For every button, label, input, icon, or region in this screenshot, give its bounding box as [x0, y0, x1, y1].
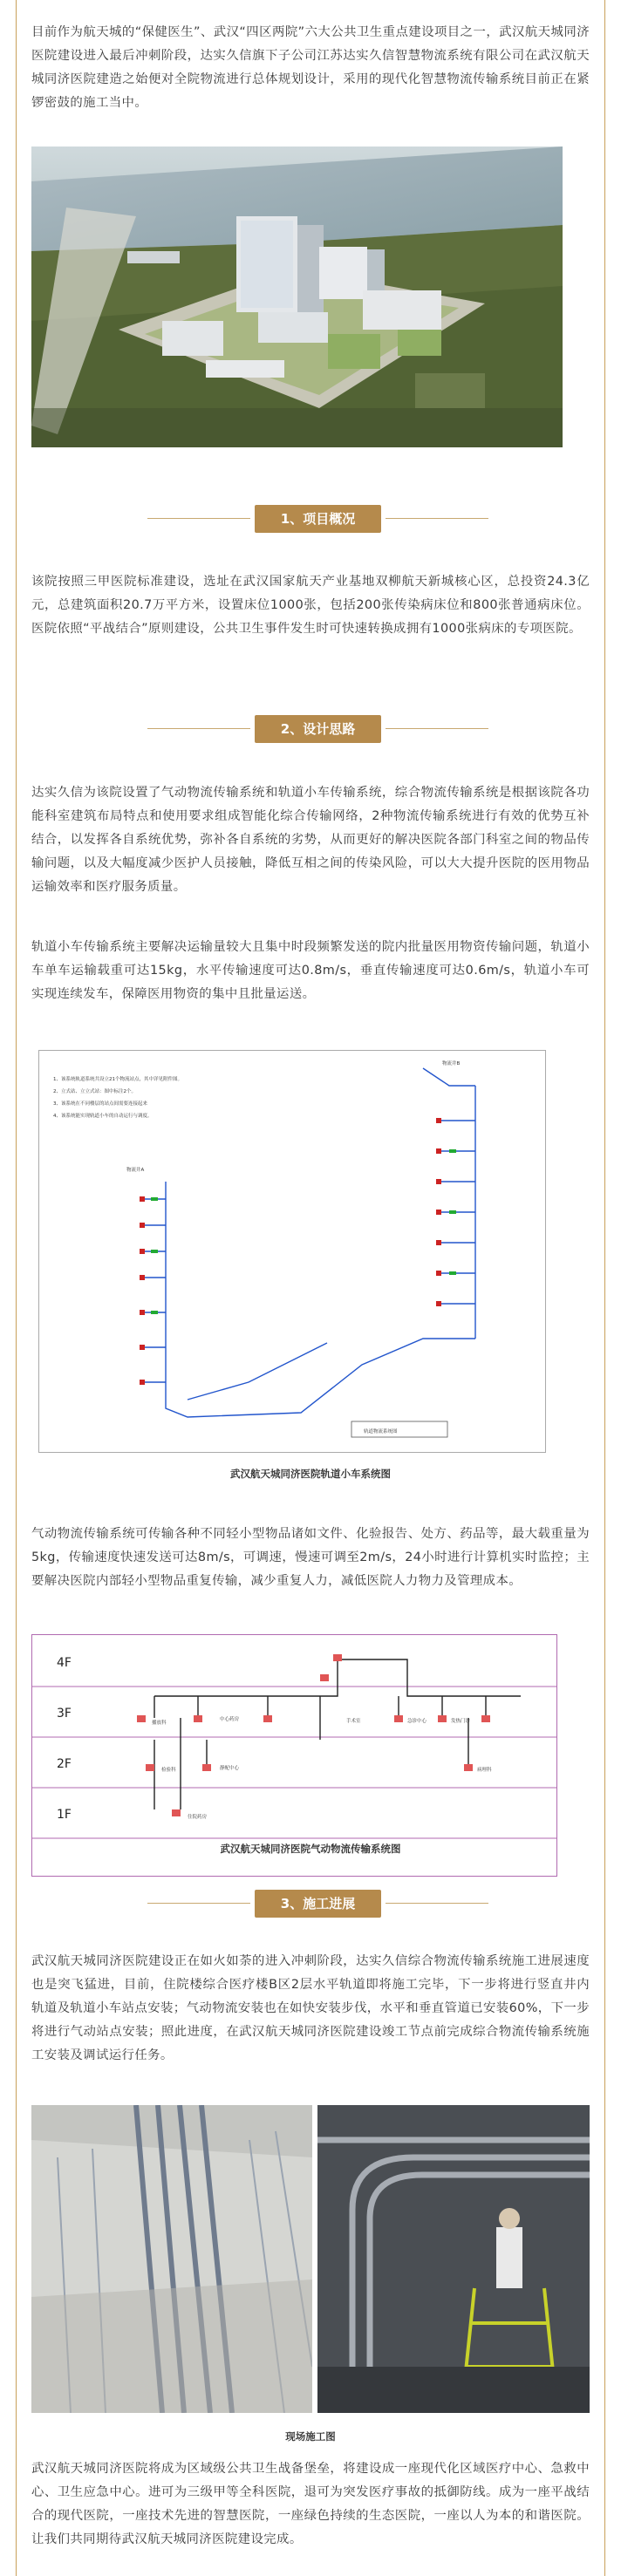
section-2-paragraph-2: 轨道小车传输系统主要解决运输量较大且集中时段频繁发送的院内批量医用物资传输问题，轨道小车单车运输载重可达15kg，水平传输速度可达0.8m/s，垂直传输速度可达0.6m/s，轨道小车可实现连续发车，保障医用物资的集中且批量运送。 [31, 940, 590, 1001]
left-border [16, 0, 17, 2576]
section-1-paragraph: 该院按照三甲医院标准建设，选址在武汉国家航天产业基地双柳航天新城核心区，总投资24.3亿元，总建筑面积20.7万平方米，设置床位1000张，包括200张传染病床位和800张普通病床位。医院依照“平战结合”原则建设，公共卫生事件发生时可快速转换成拥有1000张病床的专项医院。 [31, 575, 590, 636]
section-3-paragraph-1: 武汉航天城同济医院建设正在如火如荼的进入冲刺阶段，达实久信综合物流传输系统施工进展速度也是突飞猛进，目前，住院楼综合医疗楼B区2层水平轨道即将施工完毕，下一步将进行竖直井内轨道及轨道小车站点安装；气动物流安装也在如快安装步伐，水平和垂直管道已安装60%，下一步将进行气动站点安装；照此进度，在武汉航天城同济医院建设竣工节点前完成综合物流传输系统施工安装及调试运行任务。 [31, 1954, 590, 2062]
section-3-banner: 3、施工进展 [255, 1890, 381, 1918]
right-border [604, 0, 605, 2576]
hospital-aerial-image [31, 147, 563, 447]
floor-1f: 1F [57, 1808, 72, 1822]
pneumatic-system-diagram [31, 1634, 557, 1877]
station-inpatient-pharmacy: 住院药房 [188, 1815, 208, 1820]
floor-2f: 2F [57, 1757, 72, 1771]
rail-note-4: 4、该系统能实现轨道小车的自动运行与调度。 [53, 1114, 153, 1119]
station-iv-center: 静配中心 [220, 1766, 240, 1771]
section-2-paragraph-1: 达实久信为该院设置了气动物流传输系统和轨道小车传输系统，综合物流传输系统是根据该院各功能科室建筑布局特点和使用要求组成智能化综合传输网络，2种物流传输系统进行有效的优势互补结合，以发挥各自系统优势，弥补各自系统的劣势，从而更好的解决医院各部门科室之间的物品传输问题，以及大幅度减少医护人员接触，降低互相之间的传染风险，可以大大提升医院的医用物品运输效率和医疗服务质量。 [31, 786, 590, 894]
floor-4f: 4F [57, 1656, 72, 1670]
intro-paragraph: 目前作为航天城的“保健医生”、武汉“四区两院”六大公共卫生重点建设项目之一，武汉航天城同济医院建设进入最后冲刺阶段，达实久信旗下子公司江苏达实久信智慧物流系统有限公司在武汉航天城同济医院建造之始便对全院物流进行总体规划设计，采用的现代化智慧物流传输系统目前正在紧锣密鼓的施工当中。 [31, 25, 590, 110]
station-central-pharmacy: 中心药房 [220, 1717, 240, 1722]
pneumatic-diagram-caption: 武汉航天城同济医院气动物流传输系统图 [220, 1843, 401, 1855]
site-photo-caption: 现场施工图 [285, 2430, 336, 2443]
rail-note-1: 1、该系统轨道系统共设立21个物流站点，其中详见附件图。 [53, 1077, 182, 1082]
section-3-paragraph-2: 武汉航天城同济医院将成为区域级公共卫生战备堡垒，将建设成一座现代化区域医疗中心、急救中心、卫生应急中心。进可为三级甲等全科医院，退可为突发医疗事故的抵御防线。成为一座平战结合的现代医院，一座技术先进的智慧医院，一座绿色持续的生态医院，一座以人为本的和谐医院。让我们共同期待武汉航天城同济医院建设完成。 [31, 2462, 590, 2546]
rail-shaft-a-label: 物流井A [126, 1168, 145, 1173]
rail-note-2: 2、立式站、立立式站：图中标注2个。 [53, 1089, 136, 1094]
rail-system-diagram [38, 1050, 546, 1453]
station-pathology: 病理科 [477, 1768, 492, 1773]
rail-note-3: 3、该系统在不同楼层的站点间需要连接起来 [53, 1101, 148, 1107]
station-fever-clinic: 发热门诊 [451, 1719, 471, 1724]
rail-shaft-b-label: 物流井B [442, 1061, 461, 1067]
rail-diagram-caption: 武汉航天城同济医院轨道小车系统图 [230, 1468, 391, 1480]
section-2-banner: 2、设计思路 [255, 715, 381, 743]
station-operating-room: 手术室 [346, 1719, 361, 1724]
section-1-banner: 1、项目概况 [255, 505, 381, 533]
floor-3f: 3F [57, 1707, 72, 1721]
station-emergency: 急诊中心 [407, 1719, 427, 1724]
station-broadcast: 播放科 [152, 1721, 167, 1726]
section-2-paragraph-3: 气动物流传输系统可传输各种不同轻小型物品诸如文件、化验报告、处方、药品等，最大载重量为5kg，传输速度快速发送可达8m/s，可调速，慢速可调至2m/s，24小时进行计算机实时监控；主要解决医院内部轻小型物品重复传输，减少重复人力，减低医院人力物力及管理成本。 [31, 1527, 590, 1588]
site-photo-worker [317, 2105, 590, 2413]
station-lab: 检验科 [161, 1768, 176, 1773]
rail-diagram-title: 轨道物流系统图 [364, 1429, 398, 1435]
site-photo-ceiling [31, 2105, 312, 2413]
